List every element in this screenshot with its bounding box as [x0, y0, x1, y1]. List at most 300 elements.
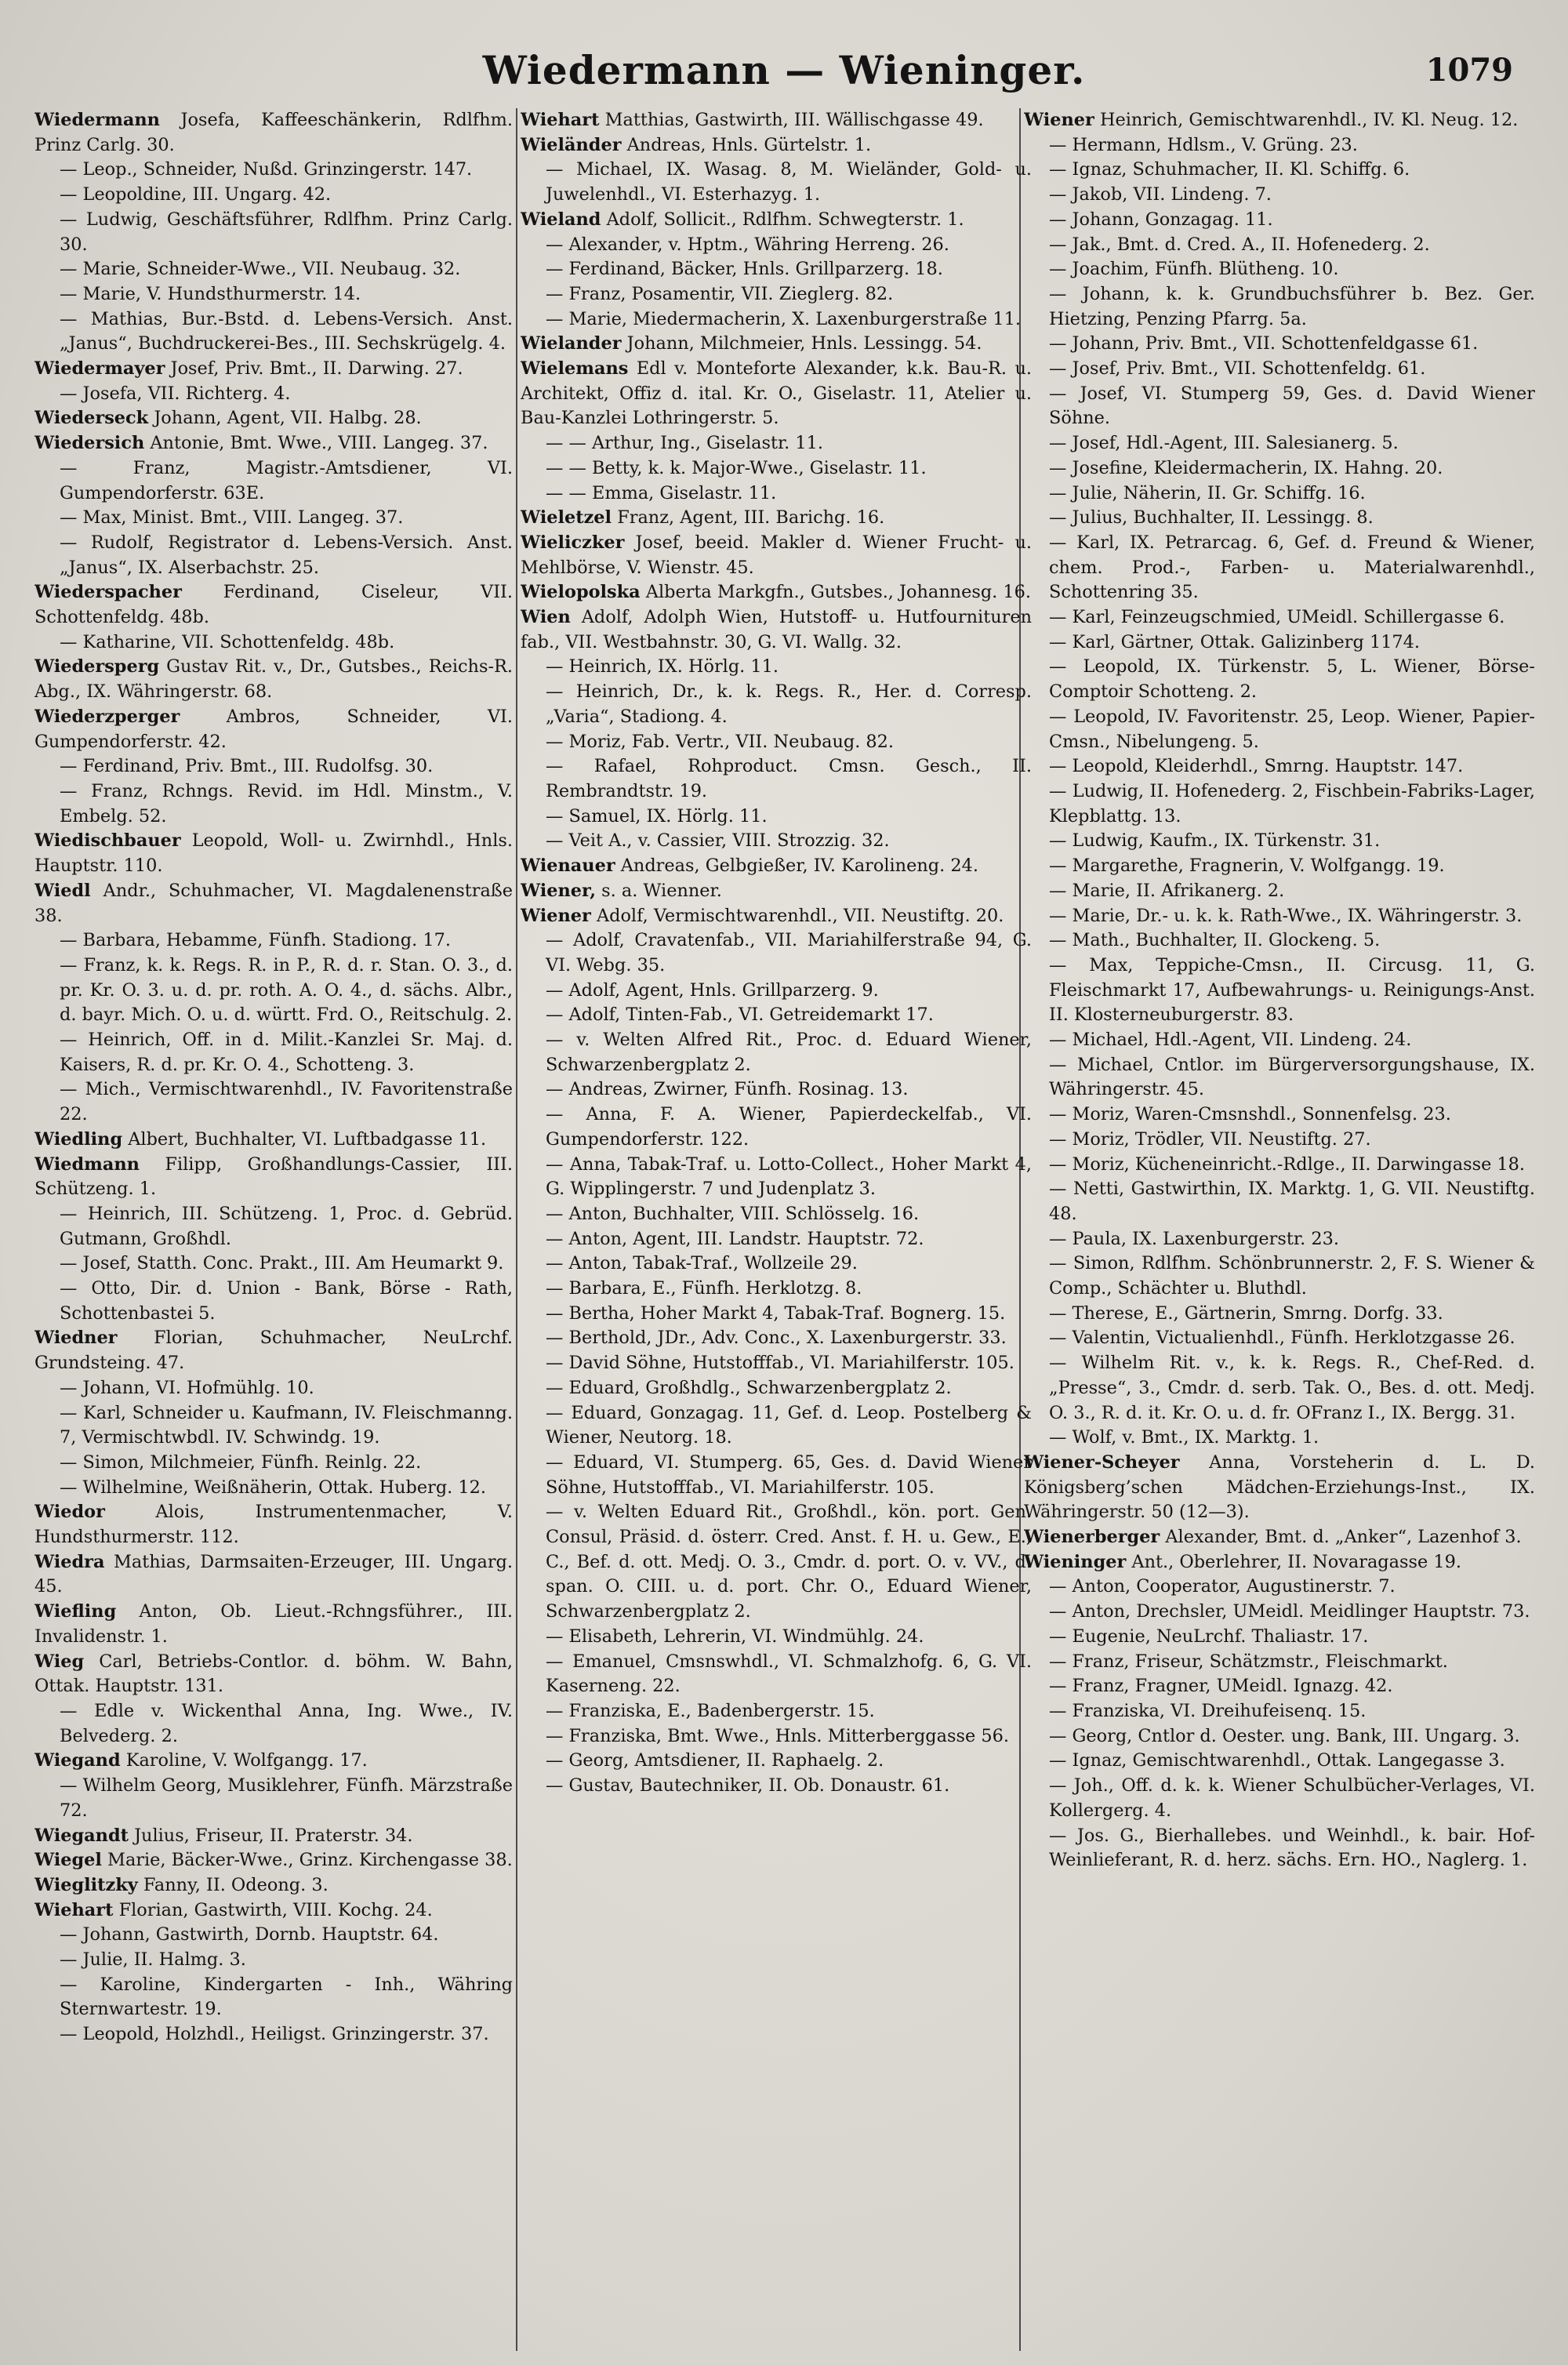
directory-entry — [521, 133, 1032, 158]
directory-entry — [1024, 904, 1535, 929]
entry-details: Josef, beeid. Makler d. Wiener Frucht- u. Mehlbörse, V. Wienstr. 45. — [521, 532, 1032, 578]
entry-surname: Wiedersperg — [34, 656, 160, 678]
entry-details: — Karl, Feinzeugschmied, UMeidl. Schillergasse 6. — [1049, 607, 1505, 628]
entry-details: — Moriz, Kücheneinricht.-Rdlge., II. Darwingasse 18. — [1049, 1153, 1526, 1175]
entry-details: — Alexander, v. Hptm., Währing Herreng. 26. — [546, 234, 949, 255]
entry-details: — v. Welten Eduard Rit., Großhdl., kön. port. Gen. Consul, Präsid. d. österr. Cred. Anst. f. H. u. Gew., E., C., Bef. d. ott. Medj. O. 3., Cmdr. d. port. O. v. VV., d. span. O. CIII. u. d. port. Chr. O., Eduard Wiener, Schwarzenbergplatz 2. — [546, 1502, 1032, 1622]
entry-details: — Marie, Dr.- u. k. k. Rath-Wwe., IX. Währingerstr. 3. — [1049, 905, 1523, 926]
directory-entry — [1024, 332, 1535, 357]
entry-details: Johann, Milchmeier, Hnls. Lessingg. 54. — [626, 333, 982, 354]
directory-entry — [1024, 1824, 1535, 1873]
entry-details: — Leopold, IX. Türkenstr. 5, L. Wiener, Börse-Comptoir Schotteng. 2. — [1049, 656, 1535, 703]
entry-details: — Barbara, Hebamme, Fünfh. Stadiong. 17. — [60, 930, 451, 951]
directory-entry — [521, 257, 1032, 282]
entry-surname: Wiedor — [34, 1502, 105, 1523]
entry-details: Alberta Markgfn., Gutsbes., Johannesg. 16. — [645, 582, 1032, 603]
entry-details: Julius, Friseur, II. Praterstr. 34. — [134, 1825, 413, 1846]
entry-details: — Franziska, VI. Dreihufeisenq. 15. — [1049, 1701, 1367, 1721]
directory-entry — [1024, 456, 1535, 481]
entry-details: — Joachim, Fünfh. Blütheng. 10. — [1049, 259, 1339, 280]
entry-details: — Franz, Posamentir, VII. Zieglerg. 82. — [546, 283, 894, 304]
directory-entry — [1024, 1028, 1535, 1053]
directory-entry — [34, 1774, 513, 1823]
directory-entry — [34, 1277, 513, 1326]
entry-details: Karoline, V. Wolfgangg. 17. — [125, 1750, 368, 1771]
directory-entry — [34, 158, 513, 183]
entry-details: — Marie, V. Hundsthurmerstr. 14. — [60, 283, 361, 304]
directory-entry — [521, 1003, 1032, 1028]
entry-surname: Wiegandt — [34, 1825, 129, 1846]
entry-details: Gustav Rit. v., Dr., Gutsbes., Reichs-R. Abg., IX. Währingerstr. 68. — [34, 656, 513, 703]
directory-entry — [1024, 854, 1535, 879]
entry-details: — Georg, Amtsdiener, II. Raphaelg. 2. — [546, 1750, 884, 1771]
directory-entry — [1024, 1103, 1535, 1128]
directory-entry — [1024, 1550, 1535, 1575]
entry-details: — Max, Minist. Bmt., VIII. Langeg. 37. — [60, 507, 404, 529]
entry-details: — Michael, Hdl.-Agent, VII. Lindeng. 24. — [1049, 1030, 1412, 1051]
entry-surname: Wiederzperger — [34, 706, 180, 727]
directory-entry — [521, 357, 1032, 431]
entry-details: — Max, Teppiche-Cmsn., II. Circusg. 11, G. Fleischmarkt 17, Aufbewahrungs- u. Reinigungs-Anst. II. Klosterneuburgerstr. 83. — [1049, 954, 1535, 1026]
entry-details: — Julius, Buchhalter, II. Lessingg. 8. — [1049, 507, 1374, 529]
directory-entry — [1024, 531, 1535, 605]
directory-entry — [34, 1128, 513, 1153]
entry-details: — Rudolf, Registrator d. Lebens-Versich. Anst. „Janus“, IX. Alserbachstr. 25. — [60, 532, 513, 578]
entry-details: — Wolf, v. Bmt., IX. Marktg. 1. — [1049, 1427, 1319, 1448]
entry-details: — Netti, Gastwirthin, IX. Marktg. 1, G. VII. Neustiftg. 48. — [1049, 1179, 1535, 1224]
directory-entry — [34, 183, 513, 208]
entry-surname: Wieletzel — [521, 507, 612, 529]
entry-details: — Emanuel, Cmsnswhdl., VI. Schmalzhofg. 6, G. VI. Kaserneng. 22. — [546, 1651, 1032, 1697]
directory-entry — [521, 1749, 1032, 1774]
entry-details: — Anton, Tabak-Traf., Wollzeile 29. — [546, 1253, 858, 1274]
entry-details: Leopold, Woll- u. Zwirnhdl., Hnls. Hauptstr. 110. — [34, 830, 513, 877]
directory-entry — [1024, 1724, 1535, 1749]
directory-entry — [34, 1650, 513, 1699]
directory-entry — [34, 257, 513, 282]
entry-details: — Heinrich, Off. in d. Milit.-Kanzlei Sr. Maj. d. Kaisers, R. d. pr. Kr. O. 4., Schotteng. 3. — [60, 1030, 513, 1075]
entry-details: — Moriz, Waren-Cmsnshdl., Sonnenfelsg. 23. — [1049, 1104, 1451, 1125]
entry-details: Albert, Buchhalter, VI. Luftbadgasse 11. — [128, 1128, 487, 1150]
directory-entry — [1024, 1426, 1535, 1451]
entry-details: — Josef, Statth. Conc. Prakt., III. Am Heumarkt 9. — [60, 1253, 504, 1274]
entry-details: — Ferdinand, Bäcker, Hnls. Grillparzerg. 18. — [546, 259, 943, 280]
directory-entry — [1024, 233, 1535, 258]
entry-details: — Marie, Miedermacherin, X. Laxenburgerstraße 11. — [546, 308, 1021, 329]
entry-details: Andreas, Gelbgießer, IV. Karolineng. 24. — [620, 856, 978, 877]
entry-details: — Karl, Gärtner, Ottak. Galizinberg 1174. — [1049, 631, 1421, 652]
directory-entry — [34, 1202, 513, 1252]
directory-entry — [521, 1302, 1032, 1327]
directory-entry — [34, 1973, 513, 2022]
directory-entry — [34, 1948, 513, 1973]
directory-entry — [34, 829, 513, 878]
entry-details: Alois, Instrumentenmacher, V. Hundsthurmerstr. 112. — [34, 1502, 513, 1548]
directory-entry — [521, 1202, 1032, 1227]
directory-entry — [34, 1077, 513, 1127]
entry-details: Ambros, Schneider, VI. Gumpendorferstr. 42. — [34, 706, 513, 752]
directory-entry — [521, 108, 1032, 133]
entry-details: Heinrich, Gemischtwarenhdl., IV. Kl. Neug. 12. — [1099, 110, 1519, 130]
directory-entry — [34, 954, 513, 1028]
directory-entry — [521, 1376, 1032, 1401]
entry-details: — Heinrich, IX. Hörlg. 11. — [546, 656, 779, 678]
directory-entry — [34, 779, 513, 829]
directory-entry — [34, 1824, 513, 1849]
directory-entry — [521, 805, 1032, 830]
entry-surname: Wiederspacher — [34, 582, 182, 603]
entry-details: — Bertha, Hoher Markt 4, Tabak-Traf. Bognerg. 15. — [546, 1302, 1006, 1324]
entry-details: — Joh., Off. d. k. k. Wiener Schulbücher-Verlages, VI. Kollergerg. 4. — [1049, 1775, 1535, 1821]
entry-details: — Johann, Gonzagag. 11. — [1049, 209, 1273, 230]
directory-entry — [34, 1028, 513, 1077]
entry-details: — Heinrich, Dr., k. k. Regs. R., Her. d. Corresp. „Varia“, Stadiong. 4. — [546, 681, 1032, 727]
page-header — [0, 47, 1568, 110]
entry-details: — Michael, Cntlor. im Bürgerversorgungshause, IX. Währingerstr. 45. — [1049, 1054, 1535, 1100]
entry-details: — Marie, II. Afrikanerg. 2. — [1049, 880, 1285, 901]
entry-details: — Paula, IX. Laxenburgerstr. 23. — [1049, 1228, 1339, 1249]
entry-surname: Wiedersich — [34, 433, 145, 454]
directory-entry — [521, 1451, 1032, 1500]
directory-entry — [34, 1873, 513, 1898]
directory-entry — [521, 1500, 1032, 1625]
entry-surname: Wiener-Scheyer — [1024, 1451, 1180, 1473]
directory-entry — [521, 1774, 1032, 1799]
directory-entry — [34, 705, 513, 754]
entry-surname: Wiener, — [521, 880, 596, 901]
directory-entry — [34, 307, 513, 357]
column-2 — [521, 108, 1032, 2351]
entry-details: Filipp, Großhandlungs-Cassier, III. Schützeng. 1. — [34, 1153, 513, 1200]
directory-entry — [34, 108, 513, 158]
entry-surname: Wiener — [521, 905, 591, 926]
entry-details: — Johann, VI. Hofmühlg. 10. — [60, 1377, 314, 1398]
directory-entry — [1024, 928, 1535, 954]
entry-details: — Therese, E., Gärtnerin, Smrng. Dorfg. 33. — [1049, 1302, 1443, 1324]
entry-details: Franz, Agent, III. Barichg. 16. — [617, 507, 885, 529]
entry-details: — Josefine, Kleidermacherin, IX. Hahng. 20. — [1049, 457, 1443, 478]
entry-details: — Berthold, JDr., Adv. Conc., X. Laxenburgerstr. 33. — [546, 1328, 1007, 1349]
entry-details: — Karl, Schneider u. Kaufmann, IV. Fleischmanng. 7, Vermischtwbdl. IV. Schwindg. 19. — [60, 1402, 513, 1448]
directory-entry — [1024, 158, 1535, 183]
entry-details: — Ferdinand, Priv. Bmt., III. Rudolfsg. 30. — [60, 756, 434, 777]
entry-details: — Anna, F. A. Wiener, Papierdeckelfab., VI. Gumpendorferstr. 122. — [546, 1104, 1032, 1150]
directory-entry — [521, 1227, 1032, 1252]
entry-surname: Wiedl — [34, 880, 91, 901]
directory-entry — [521, 580, 1032, 605]
entry-details: — Edle v. Wickenthal Anna, Ing. Wwe., IV. Belvederg. 2. — [60, 1701, 513, 1746]
directory-entry — [521, 979, 1032, 1004]
directory-entry — [1024, 282, 1535, 332]
entry-details: — Leopoldine, III. Ungarg. 42. — [60, 184, 332, 205]
entry-details: — Leop., Schneider, Nußd. Grinzingerstr. 147. — [60, 159, 473, 180]
directory-entry — [34, 531, 513, 580]
directory-entry — [521, 456, 1032, 481]
entry-details: Anna, Vorsteherin d. L. D. Königsberg’schen Mädchen-Erziehungs-Inst., IX. Währingerstr. 50 (12—3). — [1024, 1451, 1535, 1523]
entry-details: — Josef, Hdl.-Agent, III. Salesianerg. 5. — [1049, 433, 1399, 454]
entry-details: — Franz, Fragner, UMeidl. Ignazg. 42. — [1049, 1676, 1393, 1697]
directory-entry — [1024, 1227, 1535, 1252]
entry-details: — Anton, Cooperator, Augustinerstr. 7. — [1049, 1576, 1396, 1597]
directory-entry — [521, 854, 1032, 879]
entry-details: — v. Welten Alfred Rit., Proc. d. Eduard Wiener, Schwarzenbergplatz 2. — [546, 1030, 1032, 1075]
directory-entry — [34, 406, 513, 431]
entry-surname: Wiedra — [34, 1551, 105, 1572]
entry-details: Alexander, Bmt. d. „Anker“, Lazenhof 3. — [1165, 1527, 1522, 1548]
entry-surname: Wienerberger — [1024, 1527, 1160, 1548]
entry-details: — Moriz, Trödler, VII. Neustiftg. 27. — [1049, 1128, 1371, 1150]
directory-entry — [521, 481, 1032, 507]
directory-entry — [1024, 133, 1535, 158]
entry-surname: Wiener — [1024, 110, 1094, 130]
entry-details: Florian, Gastwirth, VIII. Kochg. 24. — [118, 1899, 433, 1920]
directory-entry — [34, 1848, 513, 1873]
entry-details: — Leopold, Holzhdl., Heiligst. Grinzingerstr. 37. — [60, 2024, 489, 2045]
directory-entry — [1024, 481, 1535, 507]
directory-entry — [521, 680, 1032, 729]
entry-details: — Ludwig, Geschäftsführer, Rdlfhm. Prinz Carlg. 30. — [60, 209, 513, 255]
directory-entry — [1024, 1451, 1535, 1525]
entry-details: Marie, Bäcker-Wwe., Grinz. Kirchengasse 38. — [107, 1850, 513, 1871]
directory-entry — [34, 1476, 513, 1501]
entry-details: — Wilhelm Georg, Musiklehrer, Fünfh. Märzstraße 72. — [60, 1775, 513, 1821]
directory-entry — [521, 1077, 1032, 1103]
entry-details: — Jos. G., Bierhallebes. und Weinhdl., k. bair. Hof-Weinlieferant, R. d. herz. sächs. Ern. HO., Naglerg. 1. — [1049, 1825, 1535, 1871]
entry-details: — Barbara, E., Fünfh. Herklotzg. 8. — [546, 1278, 862, 1299]
directory-entry — [1024, 705, 1535, 754]
directory-entry — [1024, 1575, 1535, 1600]
entry-details: — Gustav, Bautechniker, II. Ob. Donaustr. 61. — [546, 1775, 950, 1796]
directory-entry — [1024, 1625, 1535, 1650]
entry-details: Adolf, Sollicit., Rdlfhm. Schwegterstr. 1. — [606, 209, 964, 230]
directory-entry — [521, 1625, 1032, 1650]
directory-entry — [1024, 754, 1535, 779]
directory-entry — [34, 1326, 513, 1375]
entry-details: Fanny, II. Odeong. 3. — [143, 1874, 328, 1895]
entry-details: — Math., Buchhalter, II. Glockeng. 5. — [1049, 930, 1381, 951]
directory-entry — [34, 208, 513, 257]
directory-entry — [34, 754, 513, 779]
directory-entry — [34, 1923, 513, 1948]
directory-entry — [521, 605, 1032, 655]
entry-details: — Simon, Milchmeier, Fünfh. Reinlg. 22. — [60, 1451, 422, 1473]
directory-entry — [521, 208, 1032, 233]
directory-entry — [34, 1600, 513, 1649]
entry-surname: Wiedischbauer — [34, 830, 181, 852]
entry-details: — Adolf, Agent, Hnls. Grillparzerg. 9. — [546, 979, 879, 1001]
entry-details: — Simon, Rdlfhm. Schönbrunnerstr. 2, F. S. Wiener & Comp., Schächter u. Bluthdl. — [1049, 1253, 1535, 1299]
directory-entry — [1024, 1699, 1535, 1724]
entry-surname: Wieg — [34, 1651, 85, 1672]
entry-details: Andr., Schuhmacher, VI. Magdalenenstraße 38. — [34, 880, 513, 926]
entry-surname: Wiefling — [34, 1601, 117, 1622]
entry-details: Adolf, Adolph Wien, Hutstoff- u. Hutfournituren fab., VII. Westbahnstr. 30, G. VI. Wallg. 32. — [521, 607, 1032, 652]
directory-entry — [1024, 1128, 1535, 1153]
entry-surname: Wieland — [521, 209, 601, 230]
entry-details: — Valentin, Victualienhdl., Fünfh. Herklotzgasse 26. — [1049, 1328, 1515, 1349]
entry-details: Edl v. Monteforte Alexander, k.k. Bau-R. u. Architekt, Offiz d. ital. Kr. O., Giselastr. 11, Atelier u. Bau-Kanzlei Lothringerstr. 5. — [521, 358, 1032, 429]
directory-entry — [34, 357, 513, 382]
column-divider — [516, 108, 517, 2351]
entry-surname: Wienauer — [521, 856, 615, 877]
entry-surname: Wiedermayer — [34, 358, 165, 380]
directory-entry — [521, 431, 1032, 456]
entry-details: — Franziska, E., Badenbergerstr. 15. — [546, 1701, 875, 1721]
directory-entry — [34, 282, 513, 307]
entry-details: — Anton, Buchhalter, VIII. Schlösselg. 16. — [546, 1203, 920, 1224]
entry-surname: Wiedmann — [34, 1153, 140, 1175]
directory-entry — [521, 233, 1032, 258]
entry-details: — Franz, Rchngs. Revid. im Hdl. Minstm., V. Embelg. 52. — [60, 780, 513, 826]
directory-entry — [1024, 506, 1535, 531]
entry-surname: Wiegel — [34, 1850, 102, 1871]
directory-entry — [521, 1277, 1032, 1302]
entry-surname: Wielopolska — [521, 582, 641, 603]
directory-entry — [1024, 1351, 1535, 1426]
directory-entry — [1024, 357, 1535, 382]
directory-entry — [1024, 1302, 1535, 1327]
directory-entry — [521, 754, 1032, 804]
entry-details: — Franziska, Bmt. Wwe., Hnls. Mitterberggasse 56. — [546, 1725, 1009, 1746]
directory-entry — [34, 1550, 513, 1600]
directory-entry — [521, 829, 1032, 854]
directory-entry — [1024, 1252, 1535, 1301]
entry-details: Florian, Schuhmacher, NeuLrchf. Grundsteing. 47. — [34, 1328, 513, 1374]
entry-details: — Michael, IX. Wasag. 8, M. Wieländer, Gold- u. Juwelenhdl., VI. Esterhazyg. 1. — [546, 159, 1032, 205]
directory-entry — [521, 158, 1032, 207]
entry-surname: Wiedner — [34, 1328, 118, 1349]
entry-details: — Anton, Agent, III. Landstr. Hauptstr. 72. — [546, 1228, 924, 1249]
entry-details: — Veit A., v. Cassier, VIII. Strozzig. 32. — [546, 830, 890, 852]
directory-entry — [1024, 431, 1535, 456]
page-title: Wiedermann — Wieninger. — [482, 47, 1086, 93]
directory-entry — [1024, 1749, 1535, 1774]
directory-entry — [34, 382, 513, 407]
entry-details: — Anna, Tabak-Traf. u. Lotto-Collect., Hoher Markt 4, G. Wipplingerstr. 7 und Judenplatz 3. — [546, 1153, 1032, 1200]
entry-details: — Josefa, VII. Richterg. 4. — [60, 383, 291, 404]
directory-entry — [1024, 183, 1535, 208]
entry-details: — Moriz, Fab. Vertr., VII. Neubaug. 82. — [546, 731, 895, 752]
entry-details: — Adolf, Tinten-Fab., VI. Getreidemarkt 17. — [546, 1004, 934, 1026]
directory-entry — [1024, 108, 1535, 133]
directory-entry — [521, 879, 1032, 904]
directory-entry — [34, 1376, 513, 1401]
entry-details: Josef, Priv. Bmt., II. Darwing. 27. — [170, 358, 463, 380]
directory-entry — [521, 332, 1032, 357]
directory-entry — [521, 1252, 1032, 1277]
directory-entry — [1024, 1600, 1535, 1625]
entry-details: — Leopold, IV. Favoritenstr. 25, Leop. Wiener, Papier-Cmsn., Nibelungeng. 5. — [1049, 706, 1535, 752]
entry-details: — Marie, Schneider-Wwe., VII. Neubaug. 32. — [60, 259, 461, 280]
directory-entry — [1024, 208, 1535, 233]
entry-details: — Mathias, Bur.-Bstd. d. Lebens-Versich. Anst. „Janus“, Buchdruckerei-Bes., III. Sechskrügelg. 4. — [60, 308, 513, 354]
entry-details: — Johann, Gastwirth, Dornb. Hauptstr. 64. — [60, 1924, 439, 1945]
directory-entry — [521, 307, 1032, 332]
entry-details: — Franz, Magistr.-Amtsdiener, VI. Gumpendorferstr. 63E. — [60, 457, 513, 503]
entry-details: — Samuel, IX. Hörlg. 11. — [546, 805, 768, 826]
entry-surname: Wiehart — [521, 110, 600, 130]
directory-entry — [34, 1401, 513, 1451]
entry-surname: Wielander — [521, 333, 622, 354]
directory-entry — [521, 1724, 1032, 1749]
entry-surname: Wiederseck — [34, 408, 149, 429]
entry-details: — Eduard, VI. Stumperg. 65, Ges. d. David Wiener Söhne, Hutstofffab., VI. Mariahilferstr. 105. — [546, 1451, 1032, 1498]
entry-details: — Karl, IX. Petrarcag. 6, Gef. d. Freund & Wiener, chem. Prod.-, Farben- u. Materialwarenhdl., Schottenring 35. — [1049, 532, 1535, 603]
entry-details: Ferdinand, Ciseleur, VII. Schottenfeldg. 48b. — [34, 582, 513, 628]
directory-entry — [521, 730, 1032, 755]
directory-entry — [1024, 1774, 1535, 1823]
entry-surname: Wiedling — [34, 1128, 123, 1150]
entry-details: — — Emma, Giselastr. 11. — [546, 482, 777, 503]
entry-details: Ant., Oberlehrer, II. Novaragasse 19. — [1131, 1551, 1461, 1572]
entry-details: — Heinrich, III. Schützeng. 1, Proc. d. Gebrüd. Gutmann, Großhdl. — [60, 1203, 513, 1249]
directory-entry — [34, 580, 513, 630]
entry-details: — Andreas, Zwirner, Fünfh. Rosinag. 13. — [546, 1079, 909, 1100]
entry-surname: Wien — [521, 607, 571, 628]
directory-entry — [34, 1153, 513, 1202]
directory-entry — [1024, 1326, 1535, 1351]
entry-surname: Wieglitzky — [34, 1874, 138, 1895]
directory-entry — [34, 1252, 513, 1277]
directory-entry — [521, 1153, 1032, 1202]
entry-details: — Eduard, Großhdlg., Schwarzenbergplatz 2. — [546, 1377, 952, 1398]
entry-details: — Jak., Bmt. d. Cred. A., II. Hofenederg. 2. — [1049, 234, 1430, 255]
entry-details: Adolf, Vermischtwarenhdl., VII. Neustiftg. 20. — [596, 905, 1004, 926]
directory-entry — [1024, 257, 1535, 282]
page-number: 1079 — [1425, 52, 1513, 89]
entry-details: s. a. Wienner. — [601, 880, 722, 901]
entry-details: — Ignaz, Gemischtwarenhdl., Ottak. Langegasse 3. — [1049, 1750, 1505, 1771]
directory-entry — [1024, 1650, 1535, 1675]
directory-entry — [521, 655, 1032, 680]
directory-entry — [34, 2022, 513, 2047]
entry-details: Mathias, Darmsaiten-Erzeuger, III. Ungarg. 45. — [34, 1551, 513, 1597]
entry-details: — Leopold, Kleiderhdl., Smrng. Hauptstr. 147. — [1049, 756, 1464, 777]
entry-details: — — Arthur, Ing., Giselastr. 11. — [546, 433, 824, 454]
entry-details: Anton, Ob. Lieut.-Rchngsführer., III. Invalidenstr. 1. — [34, 1601, 513, 1647]
entry-details: — Ludwig, II. Hofenederg. 2, Fischbein-Fabriks-Lager, Klepblattg. 13. — [1049, 780, 1535, 826]
directory-entry — [521, 1351, 1032, 1376]
entry-details: — Julie, II. Halmg. 3. — [60, 1949, 246, 1971]
entry-surname: Wieliczker — [521, 532, 625, 553]
column-1 — [34, 108, 513, 2351]
entry-details: — Wilhelmine, Weißnäherin, Ottak. Huberg. 12. — [60, 1477, 487, 1498]
directory-entry — [521, 282, 1032, 307]
directory-entry — [1024, 655, 1535, 704]
entry-details: — Jakob, VII. Lindeng. 7. — [1049, 184, 1272, 205]
entry-surname: Wielemans — [521, 358, 629, 380]
entry-details: — Josef, VI. Stumperg 59, Ges. d. David Wiener Söhne. — [1049, 383, 1535, 429]
entry-details: — Adolf, Cravatenfab., VII. Mariahilferstraße 94, G. VI. Webg. 35. — [546, 930, 1032, 975]
entry-details: Carl, Betriebs-Contlor. d. böhm. W. Bahn, Ottak. Hauptstr. 131. — [34, 1651, 513, 1697]
directory-entry — [34, 1898, 513, 1924]
directory-entry — [1024, 382, 1535, 431]
entry-details: — Eugenie, NeuLrchf. Thaliastr. 17. — [1049, 1626, 1369, 1647]
directory-entry — [34, 506, 513, 531]
directory-entry — [34, 928, 513, 954]
entry-details: — Rafael, Rohproduct. Cmsn. Gesch., II. Rembrandtstr. 19. — [546, 756, 1032, 801]
directory-entry — [1024, 779, 1535, 829]
directory-entry — [34, 431, 513, 456]
entry-details: Josefa, Kaffeeschänkerin, Rdlfhm. Prinz Carlg. 30. — [34, 110, 513, 155]
directory-entry — [34, 879, 513, 928]
directory-entry — [521, 1028, 1032, 1077]
directory-entry — [1024, 1153, 1535, 1178]
entry-details: — Johann, k. k. Grundbuchsführer b. Bez. Ger. Hietzing, Penzing Pfarrg. 5a. — [1049, 283, 1535, 329]
entry-details: — Hermann, Hdlsm., V. Grüng. 23. — [1049, 134, 1358, 155]
directory-entry — [521, 1103, 1032, 1152]
entry-details: — Mich., Vermischtwarenhdl., IV. Favoritenstraße 22. — [60, 1079, 513, 1125]
